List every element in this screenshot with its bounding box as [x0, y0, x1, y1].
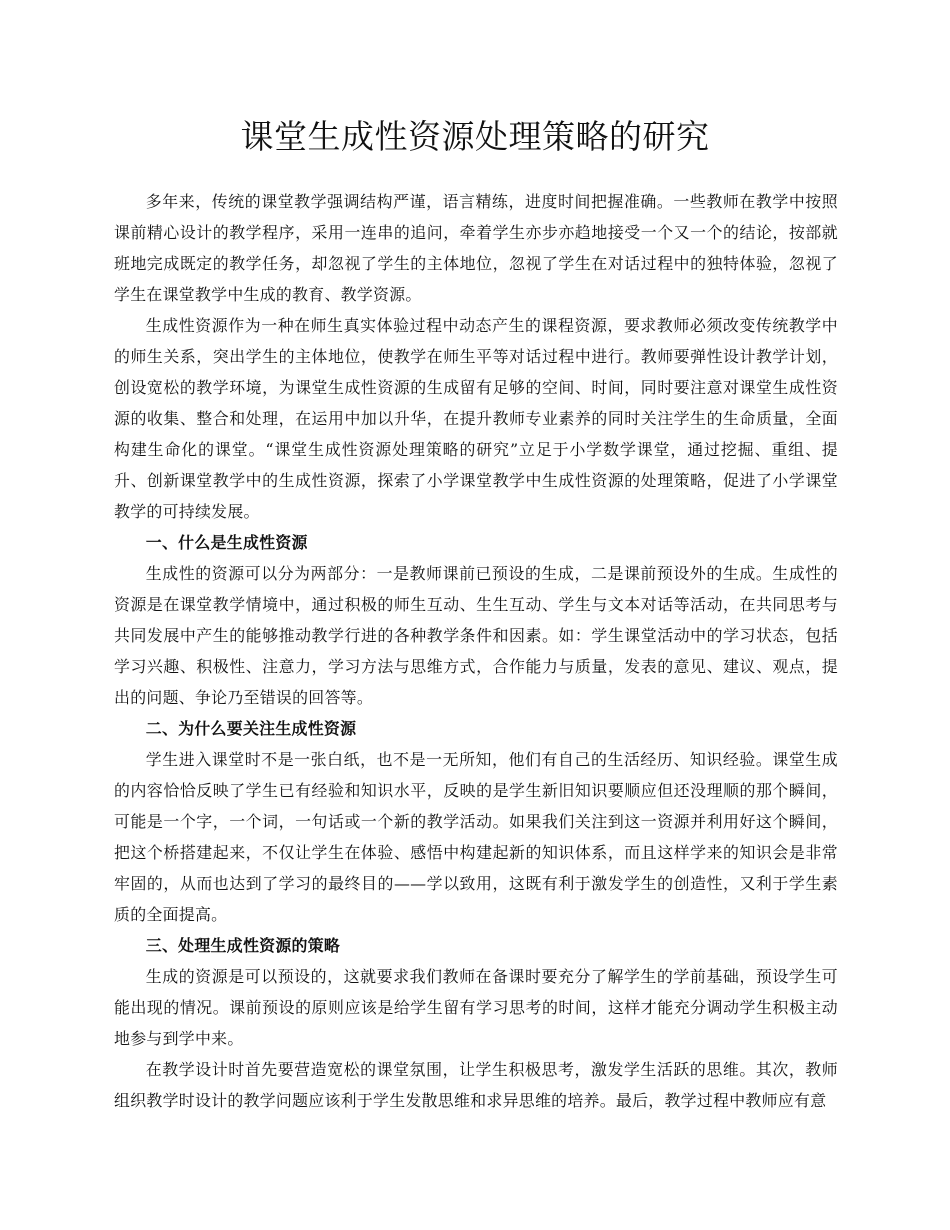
- section-3-paragraph-2: 在教学设计时首先要营造宽松的课堂氛围，让学生积极思考，激发学生活跃的思维。其次，教师组织教学时设计的教学问题应该利于学生发散思维和求异思维的培养。最后，教学过程中教师应有意: [114, 1060, 838, 1110]
- section-2-paragraph-1: 学生进入课堂时不是一张白纸，也不是一无所知，他们有自己的生活经历、知识经验。课堂生成的内容恰恰反映了学生已有经验和知识水平，反映的是学生新旧知识要顺应但还没理顺的那个瞬间，可能是一个字，一个词，一句话或一个新的教学活动。如果我们关注到这一资源并利用好这个瞬间，把这个桥搭建起来，不仅让学生在体验、感悟中构建起新的知识体系，而且这样学来的知识会是非常牢固的，从而也达到了学习的最终目的——学以致用，这既有利于激发学生的创造性，又利于学生素质的全面提高。: [114, 750, 838, 924]
- intro-paragraph-1: 多年来，传统的课堂教学强调结构严谨，语言精练，进度时间把握准确。一些教师在教学中按照课前精心设计的教学程序，采用一连串的追问，牵着学生亦步亦趋地接受一个又一个的结论，按部就班地完成既定的教学任务，却忽视了学生的主体地位，忽视了学生在对话过程中的独特体验，忽视了学生在课堂教学中生成的教育、教学资源。: [114, 192, 838, 304]
- section-heading-3: 三、处理生成性资源的策略: [145, 936, 341, 955]
- section-heading-1: 一、什么是生成性资源: [145, 533, 308, 552]
- document-title: 课堂生成性资源处理策略的研究: [240, 117, 710, 156]
- document-body: [114, 186, 838, 1116]
- section-3-paragraph-1: 生成的资源是可以预设的，这就要求我们教师在备课时要充分了解学生的学前基础，预设学生可能出现的情况。课前预设的原则应该是给学生留有学习思考的时间，这样才能充分调动学生积极主动地参与到学中来。: [114, 967, 838, 1048]
- section-heading-2: 二、为什么要关注生成性资源: [145, 719, 357, 738]
- intro-paragraph-2: 生成性资源作为一种在师生真实体验过程中动态产生的课程资源，要求教师必须改变传统教学中的师生关系，突出学生的主体地位，使教学在师生平等对话过程中进行。教师要弹性设计教学计划，创设宽松的教学环境，为课堂生成性资源的生成留有足够的空间、时间，同时要注意对课堂生成性资源的收集、整合和处理，在运用中加以升华，在提升教师专业素养的同时关注学生的生命质量，全面构建生命化的课堂。“课堂生成性资源处理策略的研究”立足于小学数学课堂，通过挖掘、重组、提升、创新课堂教学中的生成性资源，探索了小学课堂教学中生成性资源的处理策略，促进了小学课堂教学的可持续发展。: [114, 316, 838, 521]
- section-1-paragraph-1: 生成性的资源可以分为两部分：一是教师课前已预设的生成，二是课前预设外的生成。生成性的资源是在课堂教学情境中，通过积极的师生互动、生生互动、学生与文本对话等活动，在共同思考与共同发展中产生的能够推动教学行进的各种教学条件和因素。如：学生课堂活动中的学习状态，包括学习兴趣、积极性、注意力，学习方法与思维方式，合作能力与质量，发表的意见、建议、观点，提出的问题、争论乃至错误的回答等。: [114, 564, 838, 707]
